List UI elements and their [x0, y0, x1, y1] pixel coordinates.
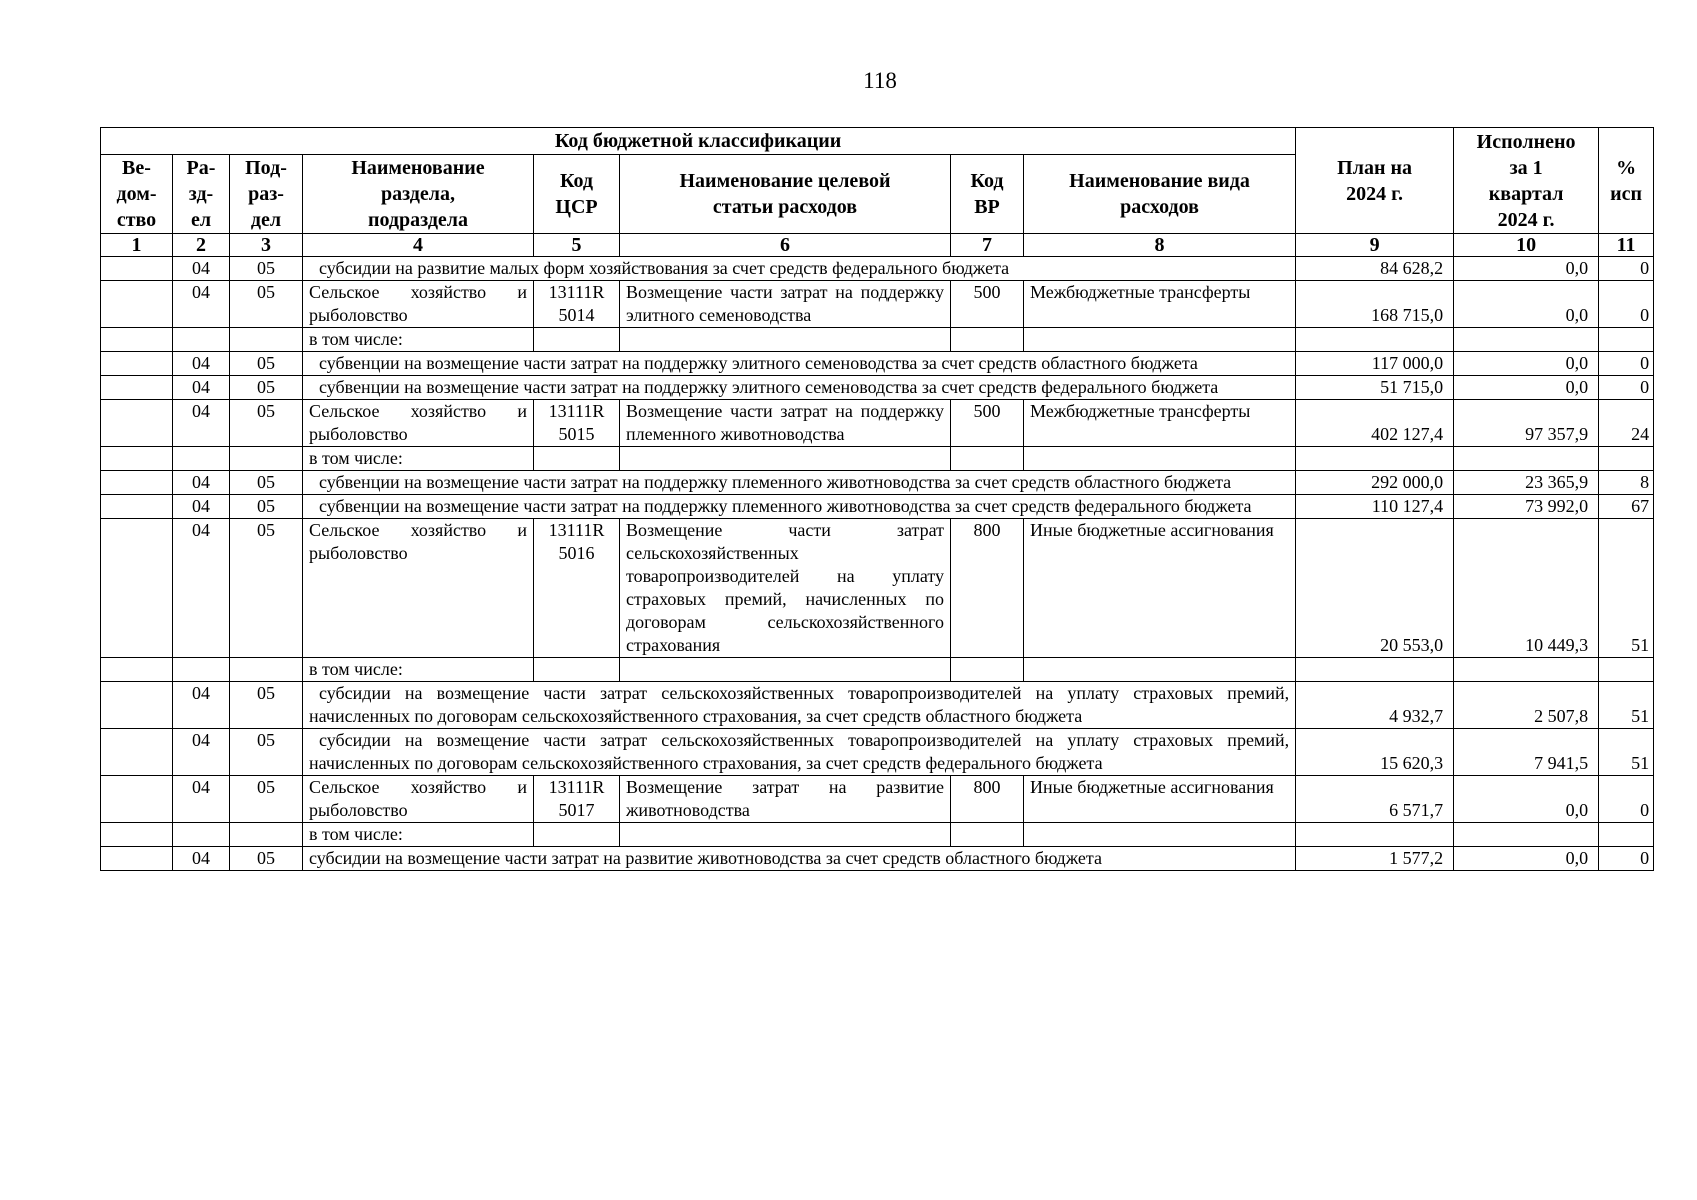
cell-vedomstvo: [101, 847, 173, 871]
cell-name-target: Возмещение части затрат на поддержку элитного семеноводства: [620, 281, 951, 328]
cell-empty: [620, 328, 951, 352]
table-row-subsidy: [101, 376, 1654, 400]
cell-empty: [101, 823, 173, 847]
cell-empty: [101, 328, 173, 352]
cell-empty: [620, 658, 951, 682]
col-num: 8: [1024, 234, 1296, 257]
header-name-target: Наименование целевой статьи расходов: [620, 155, 951, 234]
cell-done: 73 992,0: [1454, 495, 1599, 519]
cell-plan: 20 553,0: [1296, 519, 1454, 658]
cell-done: 0,0: [1454, 847, 1599, 871]
cell-description: субвенции на возмещение части затрат на поддержку элитного семеноводства за счет средств федерального бюджета: [303, 376, 1296, 400]
cell-plan: 168 715,0: [1296, 281, 1454, 328]
cell-empty: [1454, 447, 1599, 471]
col-num: 2: [173, 234, 230, 257]
cell-vr: 500: [951, 400, 1024, 447]
header-vr: Код ВР: [951, 155, 1024, 234]
table-row-expense: [101, 776, 1654, 823]
cell-name-target: Возмещение части затрат сельскохозяйственных товаропроизводителей на уплату страховых премий, начисленных по договорам сельскохозяйственного страхования: [620, 519, 951, 658]
column-number-row: [101, 234, 1654, 257]
cell-done: 0,0: [1454, 257, 1599, 281]
cell-including-label: в том числе:: [303, 447, 534, 471]
table-row-subsidy: [101, 729, 1654, 776]
table-row-including: [101, 823, 1654, 847]
cell-description: субсидии на возмещение части затрат сельскохозяйственных товаропроизводителей на уплату страховых премий, начисленных по договорам сельскохозяйственного страхования, за счет средств федерального бюджета: [303, 729, 1296, 776]
cell-podrazdel: 05: [230, 682, 303, 729]
col-num: 5: [534, 234, 620, 257]
cell-percent: 0: [1599, 257, 1654, 281]
cell-empty: [1024, 447, 1296, 471]
cell-razdel: 04: [173, 352, 230, 376]
cell-razdel: 04: [173, 682, 230, 729]
cell-vedomstvo: [101, 257, 173, 281]
col-num: 9: [1296, 234, 1454, 257]
cell-empty: [1599, 447, 1654, 471]
header-percent: % исп: [1599, 128, 1654, 234]
cell-empty: [1024, 328, 1296, 352]
cell-empty: [951, 447, 1024, 471]
cell-empty: [620, 823, 951, 847]
header-done: Исполнено за 1 квартал 2024 г.: [1454, 128, 1599, 234]
cell-empty: [1296, 823, 1454, 847]
header-csr: Код ЦСР: [534, 155, 620, 234]
cell-empty: [101, 447, 173, 471]
cell-empty: [1296, 447, 1454, 471]
cell-vedomstvo: [101, 682, 173, 729]
cell-vedomstvo: [101, 519, 173, 658]
cell-done: 0,0: [1454, 776, 1599, 823]
cell-empty: [534, 658, 620, 682]
col-num: 4: [303, 234, 534, 257]
cell-podrazdel: 05: [230, 519, 303, 658]
cell-percent: 0: [1599, 847, 1654, 871]
cell-razdel: 04: [173, 400, 230, 447]
cell-name-vr: Иные бюджетные ассигнования: [1024, 519, 1296, 658]
header-podrazdel: Под- раз- дел: [230, 155, 303, 234]
cell-empty: [1599, 823, 1654, 847]
header-razdel: Ра- зд- ел: [173, 155, 230, 234]
table-row-expense: [101, 281, 1654, 328]
cell-razdel: 04: [173, 729, 230, 776]
cell-podrazdel: 05: [230, 847, 303, 871]
header-vedomstvo: Ве- дом- ство: [101, 155, 173, 234]
cell-empty: [1454, 823, 1599, 847]
cell-plan: 117 000,0: [1296, 352, 1454, 376]
cell-empty: [230, 447, 303, 471]
cell-done: 10 449,3: [1454, 519, 1599, 658]
cell-podrazdel: 05: [230, 495, 303, 519]
cell-empty: [951, 328, 1024, 352]
cell-description: субвенции на возмещение части затрат на поддержку племенного животноводства за счет средств федерального бюджета: [303, 495, 1296, 519]
cell-razdel: 04: [173, 847, 230, 871]
cell-done: 23 365,9: [1454, 471, 1599, 495]
cell-empty: [230, 328, 303, 352]
cell-podrazdel: 05: [230, 257, 303, 281]
cell-razdel: 04: [173, 257, 230, 281]
cell-description: субсидии на возмещение части затрат на развитие животноводства за счет средств областного бюджета: [303, 847, 1296, 871]
col-num: 6: [620, 234, 951, 257]
table-row-including: [101, 658, 1654, 682]
cell-podrazdel: 05: [230, 281, 303, 328]
cell-name-razdel: Сельское хозяйство и рыболовство: [303, 776, 534, 823]
cell-empty: [230, 823, 303, 847]
cell-done: 0,0: [1454, 376, 1599, 400]
cell-podrazdel: 05: [230, 729, 303, 776]
cell-name-razdel: Сельское хозяйство и рыболовство: [303, 400, 534, 447]
cell-description: субвенции на возмещение части затрат на поддержку элитного семеноводства за счет средств областного бюджета: [303, 352, 1296, 376]
page-number: 118: [863, 68, 897, 93]
table-row-subsidy: [101, 495, 1654, 519]
cell-name-target: Возмещение части затрат на поддержку племенного животноводства: [620, 400, 951, 447]
cell-empty: [173, 823, 230, 847]
cell-razdel: 04: [173, 376, 230, 400]
header-budget-classification: Код бюджетной классификации: [101, 128, 1296, 155]
col-num: 3: [230, 234, 303, 257]
cell-vr: 800: [951, 776, 1024, 823]
cell-name-vr: Межбюджетные трансферты: [1024, 281, 1296, 328]
cell-csr: 13111R 5016: [534, 519, 620, 658]
cell-plan: 84 628,2: [1296, 257, 1454, 281]
cell-description: субсидии на развитие малых форм хозяйствования за счет средств федерального бюджета: [303, 257, 1296, 281]
cell-including-label: в том числе:: [303, 658, 534, 682]
cell-plan: 4 932,7: [1296, 682, 1454, 729]
header-name-vr: Наименование вида расходов: [1024, 155, 1296, 234]
cell-vedomstvo: [101, 400, 173, 447]
cell-empty: [1024, 823, 1296, 847]
cell-empty: [1599, 328, 1654, 352]
cell-done: 97 357,9: [1454, 400, 1599, 447]
cell-csr: 13111R 5014: [534, 281, 620, 328]
cell-csr: 13111R 5015: [534, 400, 620, 447]
cell-percent: 51: [1599, 519, 1654, 658]
cell-empty: [1296, 328, 1454, 352]
cell-vr: 500: [951, 281, 1024, 328]
cell-plan: 1 577,2: [1296, 847, 1454, 871]
col-num: 11: [1599, 234, 1654, 257]
table-row-expense: [101, 400, 1654, 447]
table-row-subsidy: [101, 352, 1654, 376]
cell-empty: [1454, 658, 1599, 682]
header-row-group: [101, 128, 1654, 155]
cell-csr: 13111R 5017: [534, 776, 620, 823]
cell-empty: [534, 447, 620, 471]
col-num: 7: [951, 234, 1024, 257]
cell-percent: 67: [1599, 495, 1654, 519]
cell-vedomstvo: [101, 471, 173, 495]
cell-done: 2 507,8: [1454, 682, 1599, 729]
cell-vedomstvo: [101, 376, 173, 400]
col-num: 10: [1454, 234, 1599, 257]
cell-description: субвенции на возмещение части затрат на поддержку племенного животноводства за счет средств областного бюджета: [303, 471, 1296, 495]
cell-empty: [173, 658, 230, 682]
cell-empty: [1024, 658, 1296, 682]
cell-percent: 51: [1599, 682, 1654, 729]
cell-empty: [173, 447, 230, 471]
cell-including-label: в том числе:: [303, 328, 534, 352]
cell-empty: [951, 823, 1024, 847]
cell-podrazdel: 05: [230, 400, 303, 447]
cell-percent: 0: [1599, 776, 1654, 823]
cell-podrazdel: 05: [230, 776, 303, 823]
table-row-subsidy: [101, 257, 1654, 281]
cell-vedomstvo: [101, 281, 173, 328]
cell-percent: 0: [1599, 352, 1654, 376]
table-row-subsidy: [101, 471, 1654, 495]
table-row-subsidy: [101, 847, 1654, 871]
header-plan: План на 2024 г.: [1296, 128, 1454, 234]
cell-podrazdel: 05: [230, 376, 303, 400]
cell-plan: 51 715,0: [1296, 376, 1454, 400]
cell-plan: 292 000,0: [1296, 471, 1454, 495]
cell-name-razdel: Сельское хозяйство и рыболовство: [303, 519, 534, 658]
cell-empty: [101, 658, 173, 682]
cell-empty: [1296, 658, 1454, 682]
cell-empty: [230, 658, 303, 682]
cell-razdel: 04: [173, 471, 230, 495]
cell-empty: [173, 328, 230, 352]
cell-empty: [534, 328, 620, 352]
cell-plan: 402 127,4: [1296, 400, 1454, 447]
cell-podrazdel: 05: [230, 471, 303, 495]
cell-done: 7 941,5: [1454, 729, 1599, 776]
cell-empty: [951, 658, 1024, 682]
cell-vedomstvo: [101, 729, 173, 776]
cell-vedomstvo: [101, 352, 173, 376]
cell-vr: 800: [951, 519, 1024, 658]
table-row-subsidy: [101, 682, 1654, 729]
cell-including-label: в том числе:: [303, 823, 534, 847]
col-num: 1: [101, 234, 173, 257]
cell-percent: 51: [1599, 729, 1654, 776]
cell-percent: 0: [1599, 376, 1654, 400]
table-row-including: [101, 328, 1654, 352]
budget-table: [100, 127, 1654, 871]
cell-percent: 0: [1599, 281, 1654, 328]
cell-plan: 6 571,7: [1296, 776, 1454, 823]
cell-vedomstvo: [101, 776, 173, 823]
cell-name-razdel: Сельское хозяйство и рыболовство: [303, 281, 534, 328]
cell-empty: [534, 823, 620, 847]
cell-vedomstvo: [101, 495, 173, 519]
table-row-including: [101, 447, 1654, 471]
cell-percent: 8: [1599, 471, 1654, 495]
cell-name-vr: Иные бюджетные ассигнования: [1024, 776, 1296, 823]
header-name-razdel: Наименование раздела, подраздела: [303, 155, 534, 234]
cell-name-vr: Межбюджетные трансферты: [1024, 400, 1296, 447]
cell-razdel: 04: [173, 776, 230, 823]
cell-razdel: 04: [173, 519, 230, 658]
cell-plan: 110 127,4: [1296, 495, 1454, 519]
cell-percent: 24: [1599, 400, 1654, 447]
cell-done: 0,0: [1454, 352, 1599, 376]
cell-plan: 15 620,3: [1296, 729, 1454, 776]
cell-razdel: 04: [173, 281, 230, 328]
cell-done: 0,0: [1454, 281, 1599, 328]
cell-description: субсидии на возмещение части затрат сельскохозяйственных товаропроизводителей на уплату страховых премий, начисленных по договорам сельскохозяйственного страхования, за счет средств областного бюджета: [303, 682, 1296, 729]
cell-empty: [1454, 328, 1599, 352]
cell-razdel: 04: [173, 495, 230, 519]
table-row-expense: [101, 519, 1654, 658]
cell-empty: [620, 447, 951, 471]
cell-podrazdel: 05: [230, 352, 303, 376]
cell-empty: [1599, 658, 1654, 682]
cell-name-target: Возмещение затрат на развитие животноводства: [620, 776, 951, 823]
